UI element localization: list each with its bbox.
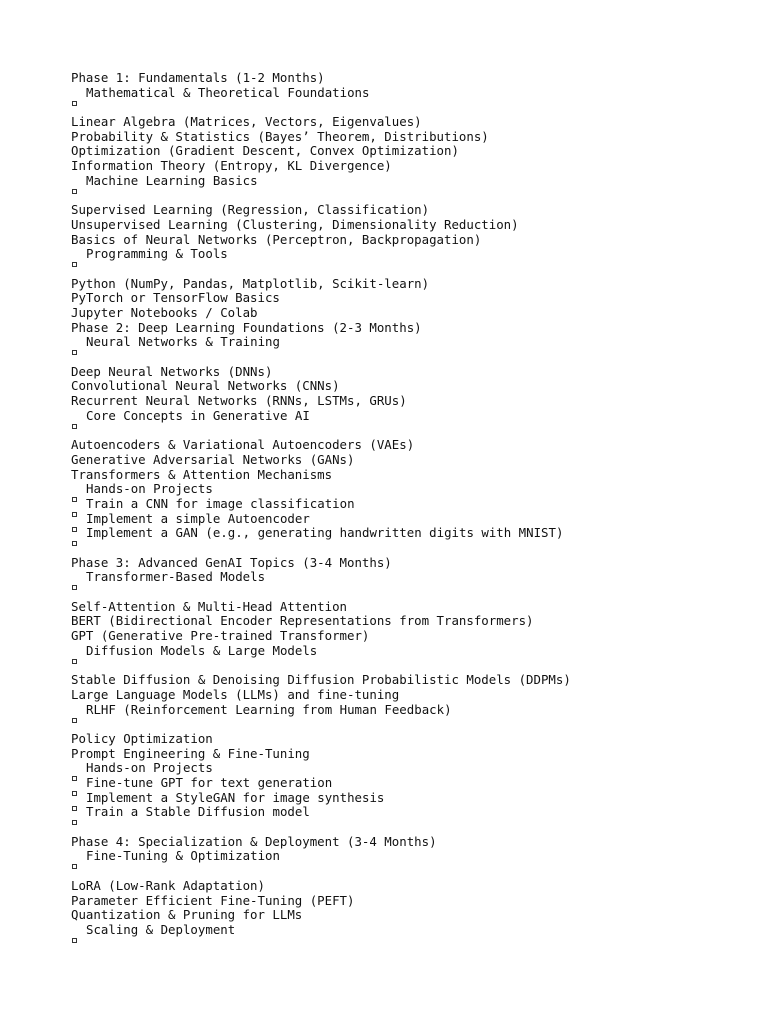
line-text: Mathematical & Theoretical Foundations bbox=[86, 84, 370, 100]
line-text: Information Theory (Entropy, KL Divergence) bbox=[71, 158, 392, 174]
line-text: Generative Adversarial Networks (GANs) bbox=[71, 451, 355, 467]
line-text: Parameter Efficient Fine-Tuning (PEFT) bbox=[71, 892, 355, 908]
line-text: Quantization & Pruning for LLMs bbox=[71, 907, 303, 923]
line-text: Recurrent Neural Networks (RNNs, LSTMs, GRUs) bbox=[71, 393, 407, 409]
line-text: Convolutional Neural Networks (CNNs) bbox=[71, 378, 340, 394]
text-line bbox=[71, 629, 751, 644]
bullet-item bbox=[71, 482, 751, 497]
text-line bbox=[71, 203, 751, 218]
bullet-item bbox=[71, 776, 751, 791]
document-body bbox=[71, 71, 751, 938]
line-text: Linear Algebra (Matrices, Vectors, Eigenvalues) bbox=[71, 114, 422, 130]
text-line bbox=[71, 438, 751, 453]
line-text: Large Language Models (LLMs) and fine-tuning bbox=[71, 686, 400, 702]
text-line bbox=[71, 453, 751, 468]
line-text: Scaling & Deployment bbox=[86, 921, 236, 937]
blank-line bbox=[71, 350, 751, 365]
line-text: RLHF (Reinforcement Learning from Human Feedback) bbox=[86, 701, 452, 717]
text-line bbox=[71, 908, 751, 923]
text-line bbox=[71, 159, 751, 174]
blank-line bbox=[71, 659, 751, 674]
line-text: Unsupervised Learning (Clustering, Dimensionality Reduction) bbox=[71, 216, 519, 232]
text-line bbox=[71, 673, 751, 688]
line-text: Core Concepts in Generative AI bbox=[86, 407, 310, 423]
bullet-item bbox=[71, 644, 751, 659]
bullet-item bbox=[71, 247, 751, 262]
bullet-item bbox=[71, 86, 751, 101]
line-text: PyTorch or TensorFlow Basics bbox=[71, 290, 280, 306]
bullet-item bbox=[71, 923, 751, 938]
text-line bbox=[71, 277, 751, 292]
text-line bbox=[71, 115, 751, 130]
text-line bbox=[71, 379, 751, 394]
line-text: Policy Optimization bbox=[71, 730, 213, 746]
text-line bbox=[71, 218, 751, 233]
line-text: Supervised Learning (Regression, Classification) bbox=[71, 202, 430, 218]
text-line bbox=[71, 688, 751, 703]
line-text: Fine-Tuning & Optimization bbox=[86, 848, 280, 864]
blank-line bbox=[71, 585, 751, 600]
bullet-item bbox=[71, 335, 751, 350]
line-text: Phase 2: Deep Learning Foundations (2-3 Months) bbox=[71, 319, 422, 335]
line-text: Transformer-Based Models bbox=[86, 569, 266, 585]
text-line bbox=[71, 144, 751, 159]
blank-line bbox=[71, 717, 751, 732]
line-text: Prompt Engineering & Fine-Tuning bbox=[71, 745, 310, 761]
line-text: Implement a simple Autoencoder bbox=[86, 510, 310, 526]
line-text: Deep Neural Networks (DNNs) bbox=[71, 363, 273, 379]
line-text: Jupyter Notebooks / Colab bbox=[71, 305, 258, 320]
text-line bbox=[71, 233, 751, 248]
line-text: LoRA (Low-Rank Adaptation) bbox=[71, 877, 265, 893]
text-line bbox=[71, 365, 751, 380]
blank-line bbox=[71, 424, 751, 439]
bullet-item bbox=[71, 512, 751, 527]
text-line bbox=[71, 468, 751, 483]
line-text: Implement a StyleGAN for image synthesis bbox=[86, 789, 385, 805]
text-line bbox=[71, 71, 751, 86]
text-line bbox=[71, 394, 751, 409]
bullet-item bbox=[71, 570, 751, 585]
bullet-item bbox=[71, 703, 751, 718]
text-line bbox=[71, 321, 751, 336]
text-line bbox=[71, 306, 751, 321]
bullet-item bbox=[71, 761, 751, 776]
blank-line bbox=[71, 189, 751, 204]
line-text: Train a CNN for image classification bbox=[86, 495, 355, 511]
line-text: Phase 3: Advanced GenAI Topics (3-4 Months) bbox=[71, 554, 392, 570]
line-text: Train a Stable Diffusion model bbox=[86, 804, 310, 820]
text-line bbox=[71, 130, 751, 145]
text-line bbox=[71, 291, 751, 306]
text-line bbox=[71, 747, 751, 762]
line-text: Neural Networks & Training bbox=[86, 334, 280, 350]
bullet-item bbox=[71, 849, 751, 864]
bullet-item bbox=[71, 526, 751, 541]
line-text: Transformers & Attention Mechanisms bbox=[71, 466, 333, 482]
text-line bbox=[71, 600, 751, 615]
text-line bbox=[71, 614, 751, 629]
line-text: Hands-on Projects bbox=[86, 481, 213, 497]
blank-line bbox=[71, 820, 751, 835]
line-text: Autoencoders & Variational Autoencoders (VAEs) bbox=[71, 437, 415, 453]
text-line bbox=[71, 835, 751, 850]
bullet-item bbox=[71, 805, 751, 820]
line-text: Optimization (Gradient Descent, Convex Optimization) bbox=[71, 143, 459, 159]
line-text: Machine Learning Basics bbox=[86, 172, 258, 188]
bullet-item bbox=[71, 791, 751, 806]
blank-line bbox=[71, 100, 751, 115]
line-text: Phase 1: Fundamentals (1-2 Months) bbox=[71, 70, 325, 85]
text-line bbox=[71, 879, 751, 894]
line-text: Hands-on Projects bbox=[86, 760, 213, 776]
line-text: Phase 4: Specialization & Deployment (3-4 Months) bbox=[71, 833, 437, 849]
text-line bbox=[71, 732, 751, 747]
line-text: Programming & Tools bbox=[86, 246, 228, 262]
line-text: Implement a GAN (e.g., generating handwritten digits with MNIST) bbox=[86, 525, 564, 541]
bullet-item bbox=[71, 497, 751, 512]
line-text: Probability & Statistics (Bayes’ Theorem, Distributions) bbox=[71, 128, 489, 144]
line-text: Self-Attention & Multi-Head Attention bbox=[71, 598, 348, 614]
bullet-item bbox=[71, 174, 751, 189]
bullet-item bbox=[71, 409, 751, 424]
text-line bbox=[71, 556, 751, 571]
blank-line bbox=[71, 864, 751, 879]
line-text: Diffusion Models & Large Models bbox=[86, 642, 318, 658]
blank-line bbox=[71, 541, 751, 556]
line-text: Stable Diffusion & Denoising Diffusion Probabilistic Models (DDPMs) bbox=[71, 672, 571, 688]
line-text: Fine-tune GPT for text generation bbox=[86, 775, 333, 790]
line-text: Python (NumPy, Pandas, Matplotlib, Scikit-learn) bbox=[71, 275, 430, 291]
line-text: Basics of Neural Networks (Perceptron, Backpropagation) bbox=[71, 231, 482, 247]
line-text: BERT (Bidirectional Encoder Representations from Transformers) bbox=[71, 613, 534, 629]
line-text: GPT (Generative Pre-trained Transformer) bbox=[71, 628, 370, 644]
text-line bbox=[71, 894, 751, 909]
blank-line bbox=[71, 262, 751, 277]
